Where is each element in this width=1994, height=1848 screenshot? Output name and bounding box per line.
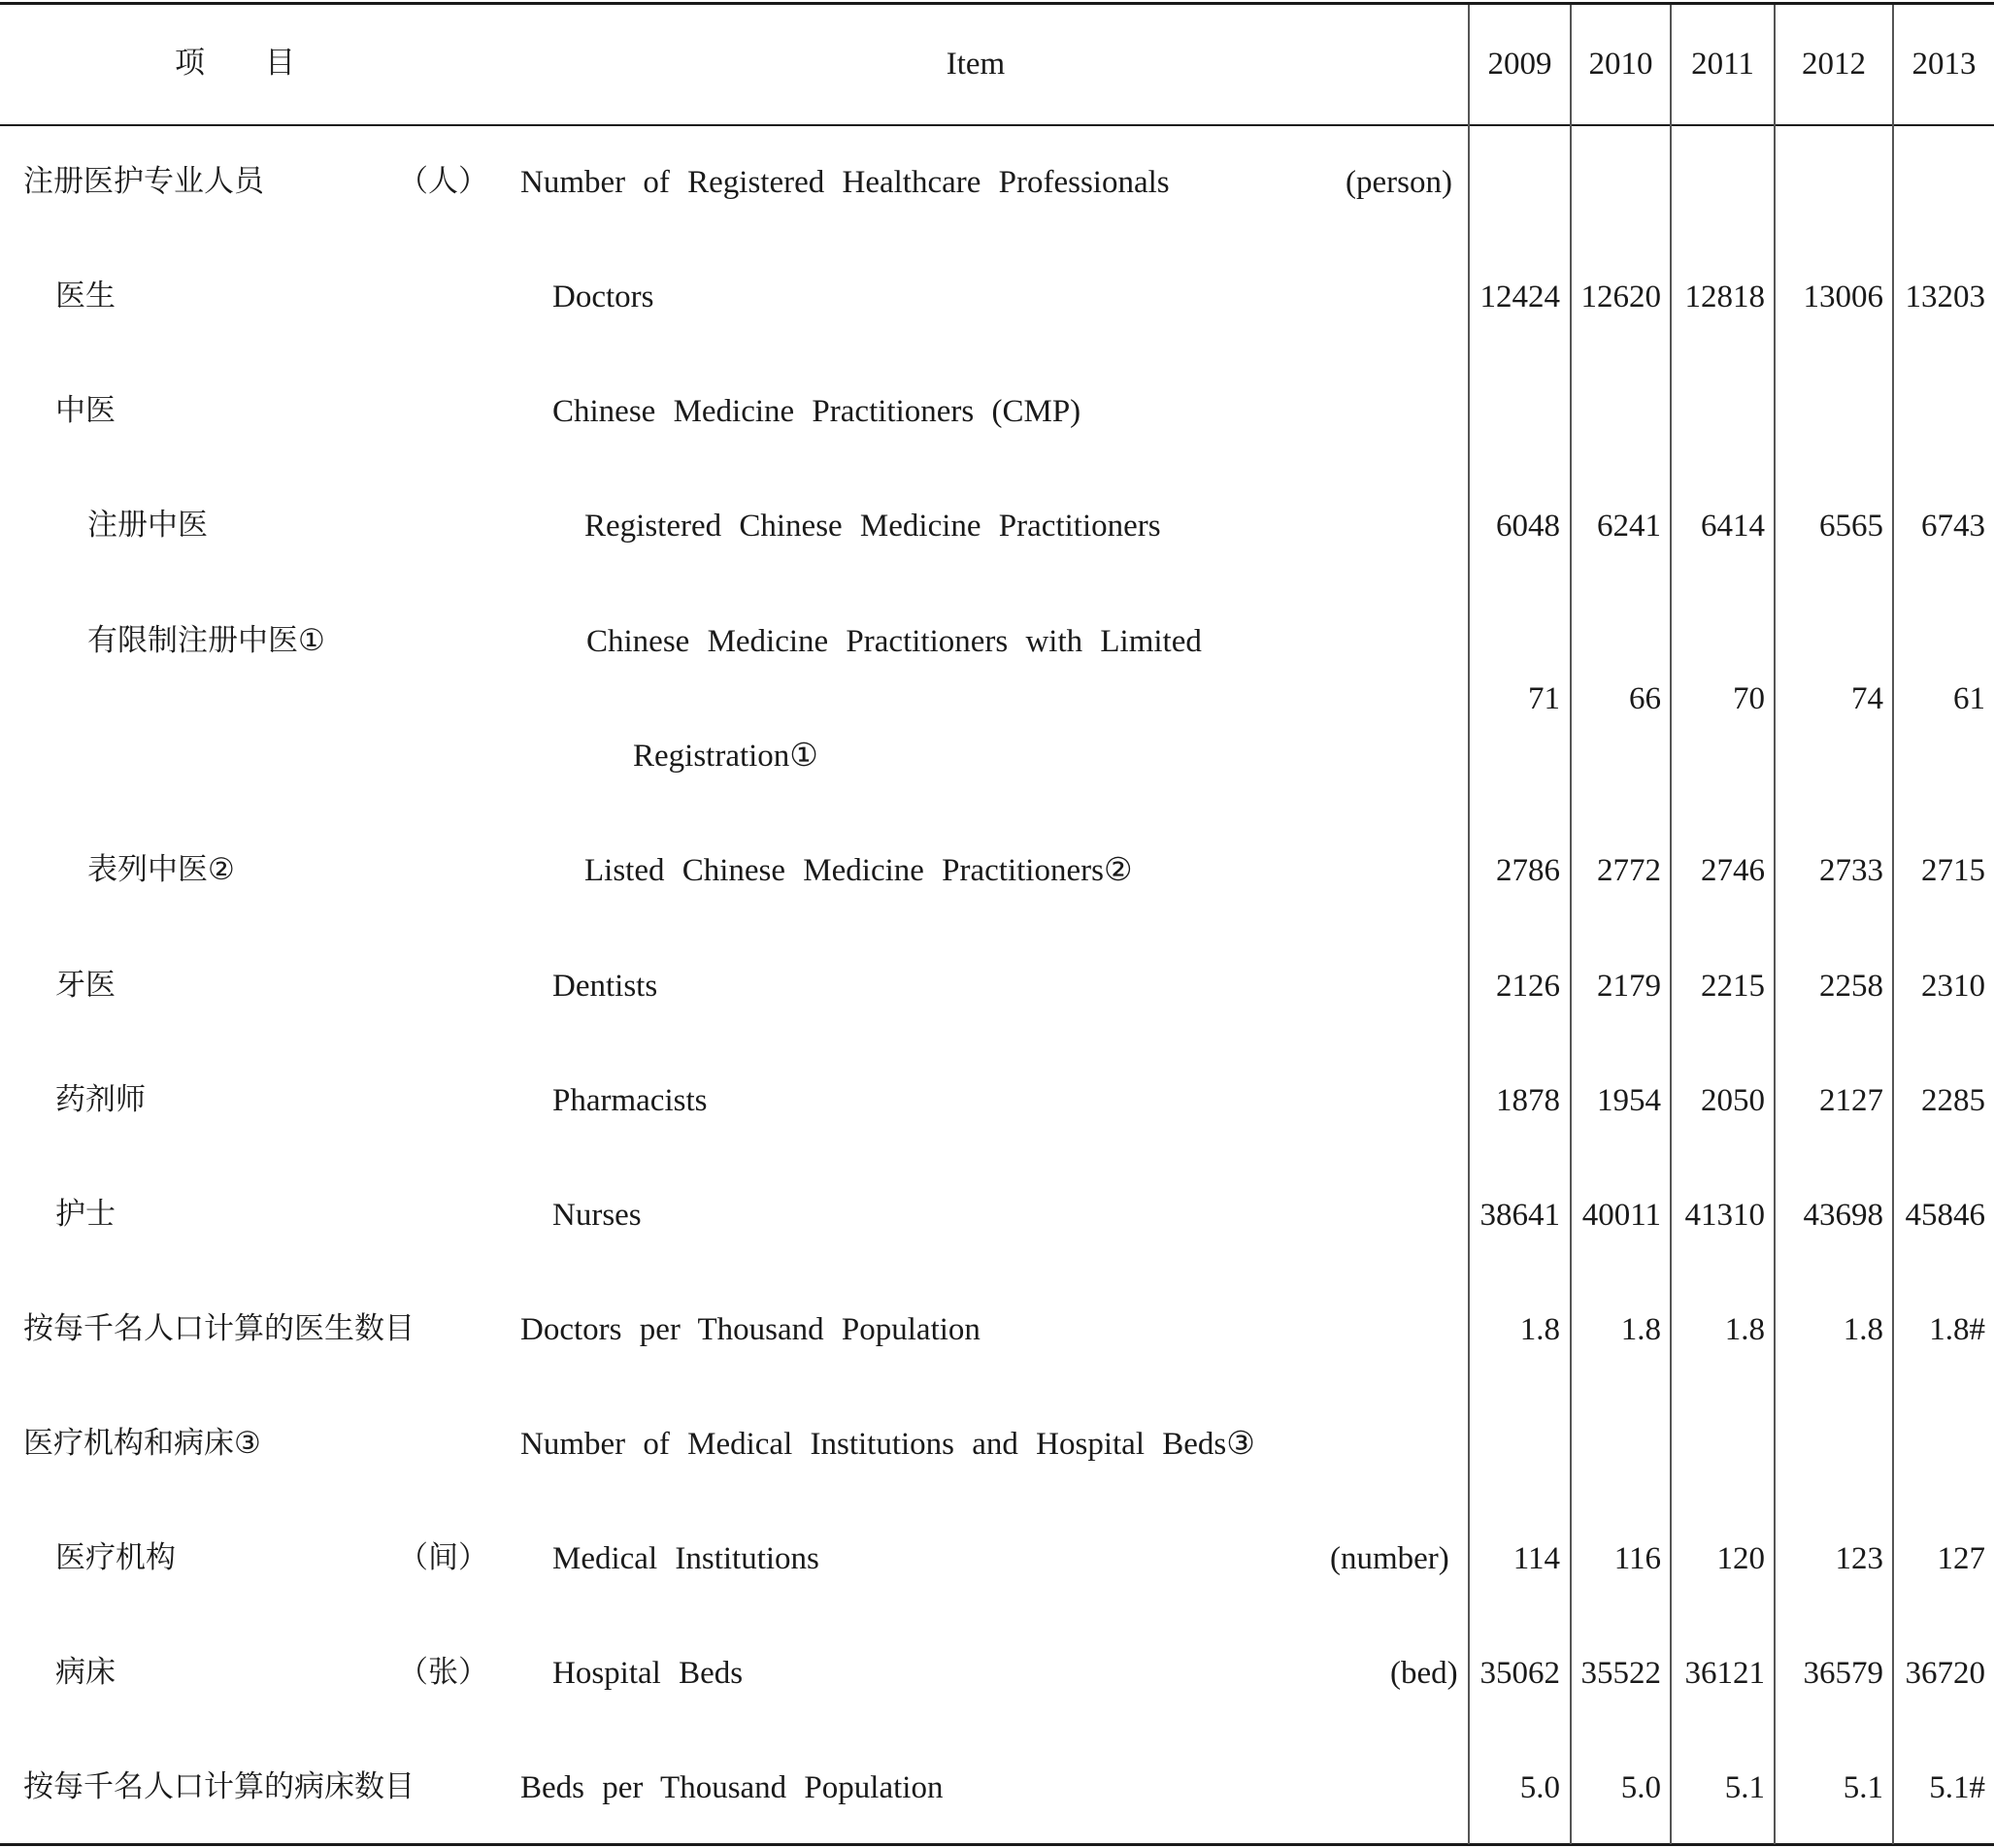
cell-value: 2258: [1819, 969, 1883, 1004]
row-label-en: Doctors per Thousand Population: [520, 1312, 980, 1347]
row-unit-en: (person): [1346, 165, 1452, 200]
cell-value: 35522: [1580, 1656, 1661, 1691]
cell-value: 127: [1937, 1541, 1985, 1576]
cell-value: 66: [1629, 681, 1661, 716]
row-label-en: Medical Institutions: [552, 1541, 819, 1576]
row-label-zh: 牙医: [55, 968, 116, 1003]
cell-value: 12424: [1479, 280, 1560, 314]
cell-value: 36579: [1803, 1656, 1883, 1691]
header-year: 2012: [1802, 47, 1866, 82]
cell-value: 12818: [1684, 280, 1765, 314]
cell-value: 2746: [1701, 853, 1765, 888]
cell-value: 41310: [1684, 1198, 1765, 1233]
cell-value: 2715: [1921, 853, 1985, 888]
row-unit-en: (bed): [1390, 1656, 1458, 1691]
cell-value: 1.8: [1620, 1312, 1661, 1347]
row-label-zh: 中医: [55, 393, 116, 428]
row-label-zh: 医疗机构: [55, 1540, 176, 1575]
row-label-en: Registered Chinese Medicine Practitioners: [584, 509, 1161, 544]
cell-value: 2285: [1921, 1083, 1985, 1118]
cell-value: 36720: [1905, 1656, 1985, 1691]
cell-value: 35062: [1479, 1656, 1560, 1691]
bottom-rule: [0, 1843, 1994, 1846]
row-label-zh: 医疗机构和病床③: [23, 1426, 261, 1461]
row-label-zh: 按每千名人口计算的病床数目: [23, 1769, 415, 1804]
row-label-en: Pharmacists: [552, 1083, 708, 1118]
cell-value: 61: [1953, 681, 1985, 716]
header-year: 2011: [1691, 47, 1754, 82]
cell-value: 5.1#: [1929, 1770, 1985, 1805]
cell-value: 2310: [1921, 969, 1985, 1004]
row-label-zh: 药剂师: [55, 1082, 146, 1117]
row-label-en: Hospital Beds: [552, 1656, 744, 1691]
cell-value: 13006: [1803, 280, 1883, 314]
cell-value: 6048: [1496, 509, 1560, 544]
row-label-en: Doctors: [552, 280, 654, 314]
cell-value: 5.1: [1843, 1770, 1883, 1805]
cell-value: 36121: [1684, 1656, 1765, 1691]
cell-value: 12620: [1580, 280, 1661, 314]
row-label-zh: 注册医护专业人员: [23, 164, 264, 199]
cell-value: 2050: [1701, 1083, 1765, 1118]
row-label-en-continued: Registration①: [633, 739, 818, 774]
cell-value: 40011: [1581, 1198, 1661, 1233]
cell-value: 1.8: [1519, 1312, 1560, 1347]
cell-value: 1.8#: [1929, 1312, 1985, 1347]
cell-value: 120: [1716, 1541, 1765, 1576]
cell-value: 6414: [1701, 509, 1765, 544]
cell-value: 2215: [1701, 969, 1765, 1004]
cell-value: 2733: [1819, 853, 1883, 888]
row-label-zh: 病床: [55, 1655, 116, 1690]
row-unit-zh: （间）: [398, 1540, 488, 1575]
cell-value: 123: [1835, 1541, 1883, 1576]
cell-value: 114: [1512, 1541, 1560, 1576]
cell-value: 6241: [1597, 509, 1661, 544]
cell-value: 116: [1613, 1541, 1661, 1576]
cell-value: 2126: [1496, 969, 1560, 1004]
row-label-en: Chinese Medicine Practitioners (CMP): [552, 394, 1081, 429]
header-year: 2013: [1911, 47, 1977, 82]
row-label-en: Listed Chinese Medicine Practitioners②: [584, 853, 1133, 888]
cell-value: 43698: [1803, 1198, 1883, 1233]
row-label-en: Chinese Medicine Practitioners with Limited: [586, 624, 1202, 659]
row-label-zh: 表列中医②: [87, 852, 235, 887]
header-year: 2009: [1487, 47, 1552, 82]
cell-value: 13203: [1905, 280, 1985, 314]
header-item-zh: 项 目: [175, 46, 295, 81]
row-label-zh: 注册中医: [87, 508, 208, 543]
cell-value: 74: [1851, 681, 1883, 716]
cell-value: 5.0: [1620, 1770, 1661, 1805]
top-rule: [0, 2, 1994, 5]
row-label-zh: 护士: [55, 1197, 116, 1232]
cell-value: 1.8: [1843, 1312, 1883, 1347]
row-label-en: Beds per Thousand Population: [520, 1770, 944, 1805]
cell-value: 5.1: [1724, 1770, 1765, 1805]
row-label-en: Dentists: [552, 969, 658, 1004]
cell-value: 1.8: [1724, 1312, 1765, 1347]
row-unit-zh: （人）: [398, 164, 488, 199]
cell-value: 1878: [1496, 1083, 1560, 1118]
row-label-zh: 医生: [55, 279, 116, 314]
cell-value: 6565: [1819, 509, 1883, 544]
row-label-en: Number of Registered Healthcare Professionals: [520, 165, 1170, 200]
cell-value: 38641: [1479, 1198, 1560, 1233]
row-unit-zh: （张）: [398, 1655, 488, 1690]
cell-value: 5.0: [1519, 1770, 1560, 1805]
cell-value: 1954: [1597, 1083, 1661, 1118]
row-label-zh: 按每千名人口计算的医生数目: [23, 1311, 415, 1346]
row-label-zh: 有限制注册中医①: [87, 623, 325, 658]
header-year: 2010: [1588, 47, 1653, 82]
cell-value: 6743: [1921, 509, 1985, 544]
row-label-en: Nurses: [552, 1198, 642, 1233]
header-rule: [0, 124, 1994, 126]
cell-value: 71: [1528, 681, 1560, 716]
cell-value: 2179: [1597, 969, 1661, 1004]
cell-value: 2786: [1496, 853, 1560, 888]
header-item-en: Item: [946, 47, 1006, 82]
cell-value: 70: [1733, 681, 1765, 716]
row-label-en: Number of Medical Institutions and Hospital Beds③: [520, 1427, 1255, 1462]
row-unit-en: (number): [1330, 1541, 1449, 1576]
cell-value: 45846: [1905, 1198, 1985, 1233]
cell-value: 2772: [1597, 853, 1661, 888]
cell-value: 2127: [1819, 1083, 1883, 1118]
